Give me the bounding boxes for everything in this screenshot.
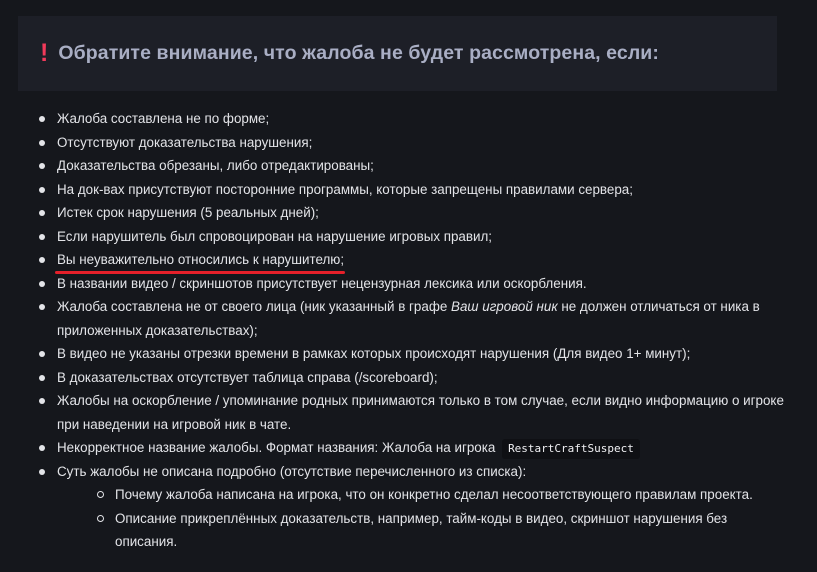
list-item xyxy=(38,389,788,436)
rule-text: В видео не указаны отрезки времени в рамках которых происходят нарушения (Для видео 1+ минут); xyxy=(57,346,691,361)
rule-text: В доказательствах отсутствует таблица справа (/scoreboard); xyxy=(57,369,438,385)
title-format-code: RestartCraftSuspect xyxy=(502,439,640,459)
emphasis-text: Ваш игровой ник xyxy=(451,299,558,314)
list-item xyxy=(38,272,788,296)
rule-text: Истек срок нарушения (5 реальных дней); xyxy=(57,205,319,220)
list-item xyxy=(38,131,788,155)
highlighted-rule xyxy=(57,248,344,272)
list-item xyxy=(38,248,788,272)
rule-text: Суть жалобы не описана подробно (отсутствие перечисленного из списка): xyxy=(57,463,527,479)
rule-text: Если нарушитель был спровоцирован на нарушение игровых правил; xyxy=(57,228,493,244)
rule-text: Вы неуважительно относились к нарушителю; xyxy=(57,252,345,267)
list-item xyxy=(38,201,788,225)
rule-text: На док-вах присутствуют посторонние программы, которые запрещены правилами сервера; xyxy=(57,181,633,197)
list-item xyxy=(38,154,788,178)
sub-list-item xyxy=(97,483,788,507)
list-item xyxy=(38,436,788,460)
sub-rule-text: Почему жалоба написана на игрока, что он конкретно сделал несоответствующего правилам проекта. xyxy=(115,487,753,502)
sub-list xyxy=(57,483,788,554)
notice-box xyxy=(18,16,777,91)
sub-rule-text: Описание прикреплённых доказательств, например, тайм-коды в видео, скриншот нарушения без описания. xyxy=(115,510,728,549)
sub-list-item xyxy=(97,507,788,554)
notice-title: Обратите внимание, что жалоба не будет рассмотрена, если: xyxy=(58,41,659,64)
list-item xyxy=(38,225,788,249)
rule-text: Отсутствуют доказательства нарушения; xyxy=(57,134,313,150)
rules-list xyxy=(38,107,788,554)
list-item xyxy=(38,460,788,554)
list-item xyxy=(38,295,788,342)
rule-text-end: не должен отличаться от ника в приложенных доказательствах); xyxy=(57,299,760,338)
rule-text: Жалобы на оскорбление / упоминание родных принимаются только в том случае, если видно информацию о игроке при наведении на игровой ник в чате. xyxy=(57,393,784,432)
rule-text-start: Жалоба составлена не от своего лица (ник указанный в графе xyxy=(57,299,452,314)
list-item xyxy=(38,178,788,202)
rule-text: Доказательства обрезаны, либо отредактированы; xyxy=(57,158,374,173)
rule-text: Жалоба составлена не по форме; xyxy=(57,111,270,126)
rule-text: Некорректное название жалобы. Формат названия: Жалоба на игрока xyxy=(57,440,496,455)
rule-text: В названии видео / скриншотов присутствует нецензурная лексика или оскорбления. xyxy=(57,275,587,291)
list-item xyxy=(38,107,788,131)
list-item xyxy=(38,342,788,366)
list-item xyxy=(38,366,788,390)
exclamation-icon: ! xyxy=(40,39,49,67)
